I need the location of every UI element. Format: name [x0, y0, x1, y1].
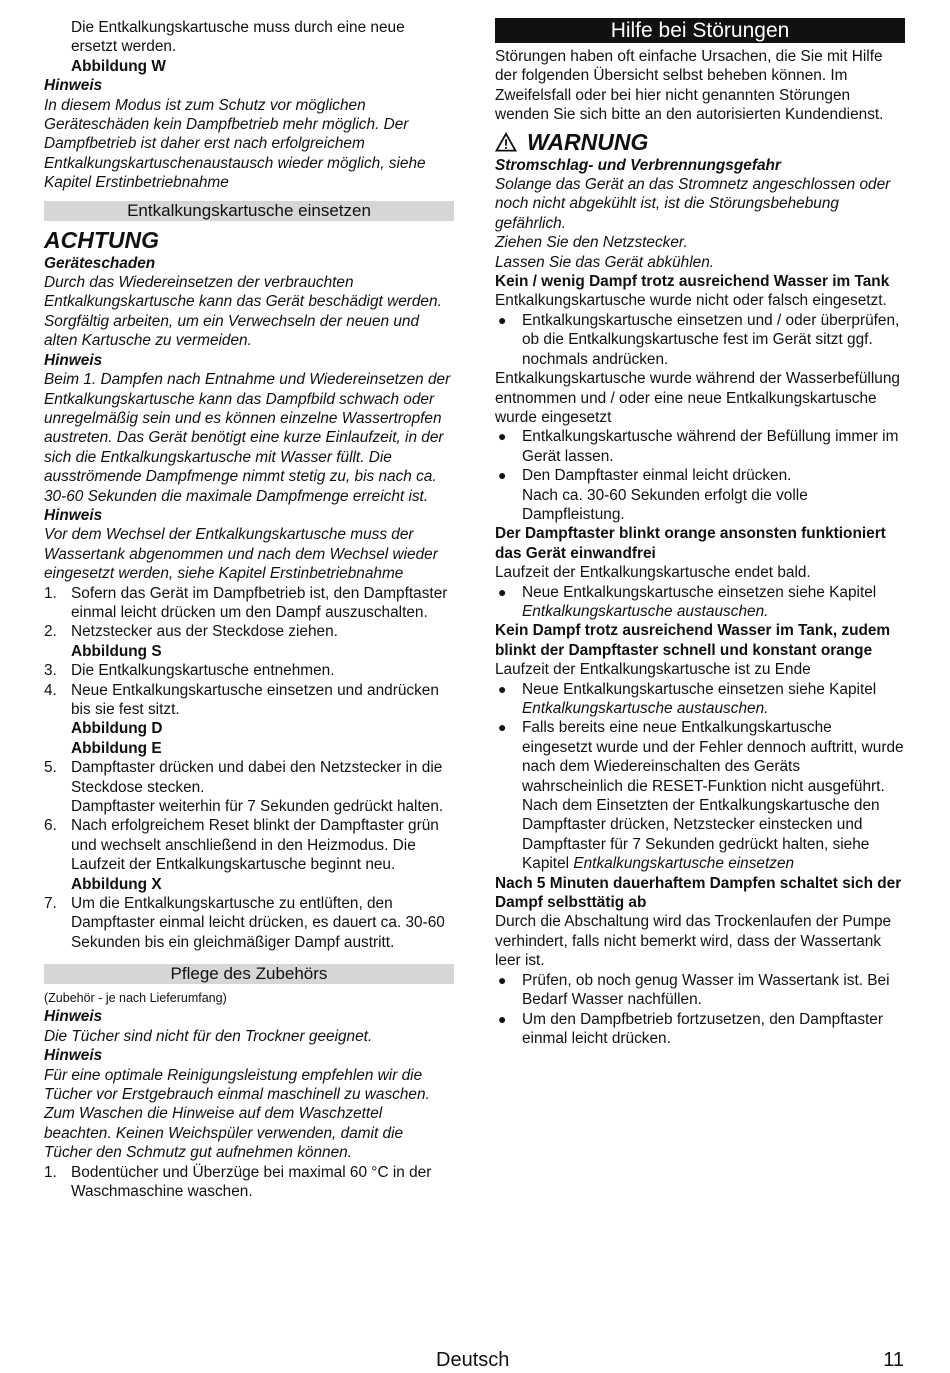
step-list: [44, 584, 454, 953]
figure-ref: Abbildung D: [71, 720, 163, 738]
step-item: 3. Die Entkalkungskartusche entnehmen.: [44, 662, 335, 680]
warning-triangle-icon: [495, 132, 517, 152]
figure-ref-w: Abbildung W: [71, 57, 166, 75]
warning-heading: [495, 129, 905, 156]
problem-cause: Entkalkungskartusche wurde während der Wasserbefüllung entnommen und / oder eine neue Entkalkungskartusche wurde eingesetzt: [495, 370, 900, 426]
remedy-list: [495, 680, 905, 874]
warning-label: WARNUNG: [527, 128, 649, 155]
left-column: [44, 18, 454, 1201]
step-item: 1. Bodentücher und Überzüge bei maximal 60 °C in der Waschmaschine waschen.: [44, 1163, 432, 1200]
figure-ref: Abbildung E: [71, 739, 162, 757]
step-item: 2. Netzstecker aus der Steckdose ziehen. Abbildung S: [44, 622, 454, 661]
caution-text: Durch das Wiedereinsetzen der verbrauchten Entkalkungskartusche kann das Gerät beschädigt werden. Sorgfältig arbeiten, um ein Verwechseln der neuen und alten Kartusche zu vermeiden.: [44, 274, 442, 350]
section-title-accessory-care: Pflege des Zubehörs: [44, 964, 454, 984]
remedy-list: [495, 583, 905, 622]
intro-line: Die Entkalkungskartusche muss durch eine neue ersetzt werden.: [71, 19, 405, 56]
list-item: ● Neue Entkalkungskartusche einsetzen siehe Kapitel Entkalkungskartusche austauschen.: [495, 583, 905, 622]
remedy-list: [495, 427, 905, 524]
list-item: ● Falls bereits eine neue Entkalkungskartusche eingesetzt wurde und der Fehler dennoch auftritt, wurde nach dem Wiedereinschalten des Geräts wahrscheinlich die RESET-Funktion nicht ausgeführt. Nach dem Einsetzten der Entkalkungskartusche den Dampftaster drücken, Netzstecker einstecken und Dampftaster für 7 Sekunden gedrückt halten, siehe Kapitel Entkalkungskartusche einsetzen: [495, 718, 905, 873]
problem-heading: Nach 5 Minuten dauerhaftem Dampfen schaltet sich der Dampf selbsttätig ab: [495, 874, 902, 912]
note-heading: Hinweis: [44, 506, 103, 524]
step-item: 5. Dampftaster drücken und dabei den Netzstecker in die Steckdose stecken. Dampftaster weiterhin für 7 Sekunden gedrückt halten.: [44, 759, 444, 816]
problem-heading: Der Dampftaster blinkt orange ansonsten funktioniert das Gerät einwandfrei: [495, 525, 886, 562]
remedy-list: [495, 971, 905, 1049]
caution-heading: ACHTUNG: [44, 226, 159, 253]
warning-subheading: Stromschlag- und Verbrennungsgefahr: [495, 156, 781, 174]
list-item: ● Prüfen, ob noch genug Wasser im Wassertank ist. Bei Bedarf Wasser nachfüllen.: [495, 971, 905, 1010]
remedy-list: [495, 311, 905, 369]
step-item: 7. Um die Entkalkungskartusche zu entlüften, den Dampftaster einmal leicht drücken, es dauert ca. 30-60 Sekunden bis ein gleichmäßiger Dampf austritt.: [44, 895, 445, 951]
problem-cause: Durch die Abschaltung wird das Trockenlaufen der Pumpe verhindert, falls nicht bemerkt wird, dass der Wassertank leer ist.: [495, 913, 892, 970]
step-item: 4. Neue Entkalkungskartusche einsetzen und andrücken bis sie fest sitzt. Abbildung D Abbildung E: [44, 681, 454, 759]
care-step-list: [44, 1163, 454, 1202]
warning-line: Lassen Sie das Gerät abkühlen.: [495, 253, 715, 271]
footer-language: Deutsch: [436, 1349, 510, 1371]
note-text: Für eine optimale Reinigungsleistung empfehlen wir die Tücher vor Erstgebrauch einmal maschinell zu waschen.: [44, 1066, 430, 1103]
right-column: [495, 18, 905, 1048]
list-item: ● Entkalkungskartusche während der Befüllung immer im Gerät lassen.: [495, 427, 905, 466]
step-item: 6. Nach erfolgreichem Reset blinkt der Dampftaster grün und wechselt anschließend in den Heizmodus. Die Laufzeit der Entkalkungskartusche beginnt neu. Abbildung X: [44, 816, 454, 894]
problem-heading: Kein Dampf trotz ausreichend Wasser im Tank, zudem blinkt der Dampftaster schnell und konstant orange: [495, 622, 891, 659]
page-number: 11: [883, 1349, 904, 1371]
section-title-insert-cartridge: Entkalkungskartusche einsetzen: [44, 201, 454, 221]
note-text: Vor dem Wechsel der Entkalkungskartusche muss der Wassertank abgenommen und nach dem Wechsel wieder eingesetzt werden, siehe Kapitel Erstinbetriebnahme: [44, 526, 438, 583]
list-item: ● Um den Dampfbetrieb fortzusetzen, den Dampftaster einmal leicht drücken.: [495, 1010, 905, 1049]
problem-cause: Laufzeit der Entkalkungskartusche endet bald.: [495, 564, 811, 582]
list-item: ● Neue Entkalkungskartusche einsetzen siehe Kapitel Entkalkungskartusche austauschen.: [495, 680, 905, 719]
caution-subheading: Geräteschaden: [44, 254, 156, 272]
problem-heading: Kein / wenig Dampf trotz ausreichend Wasser im Tank: [495, 273, 890, 291]
step-item: 1. Sofern das Gerät im Dampfbetrieb ist, den Dampftaster einmal leicht drücken um den Dampf auszuschalten.: [44, 584, 448, 621]
section-title-troubleshooting: Hilfe bei Störungen: [495, 18, 905, 43]
note-heading: Hinweis: [44, 1047, 103, 1065]
note-heading: Hinweis: [44, 1008, 103, 1026]
warning-text: Solange das Gerät an das Stromnetz angeschlossen oder noch nicht abgekühlt ist, ist die Störungsbehebung gefährlich.: [495, 176, 891, 232]
problem-cause: Entkalkungskartusche wurde nicht oder falsch eingesetzt.: [495, 292, 887, 310]
note-text: Zum Waschen die Hinweise auf dem Waschzettel beachten. Keinen Weichspüler verwenden, damit die Tücher den Schmutz gut aufnehmen können.: [44, 1105, 404, 1162]
figure-ref: Abbildung S: [71, 642, 162, 660]
note-heading: Hinweis: [44, 351, 103, 369]
note-text: In diesem Modus ist zum Schutz vor möglichen Geräteschäden kein Dampfbetrieb mehr möglich. Der Dampfbetrieb ist daher erst nach erfolgreichem Entkalkungskartuschenaustausch wieder möglich, siehe Kapitel Erstinbetriebnahme: [44, 96, 426, 192]
section-subtitle: (Zubehör - je nach Lieferumfang): [44, 991, 227, 1006]
intro-text: Störungen haben oft einfache Ursachen, die Sie mit Hilfe der folgenden Übersicht selbst beheben können. Im Zweifelsfall oder bei hier nicht genannten Störungen wenden Sie sich bitte an den autorisierten Kundendienst.: [495, 48, 884, 124]
note-text: Beim 1. Dampfen nach Entnahme und Wiedereinsetzen der Entkalkungskartusche kann das Dampfbild schwach oder unregelmäßig sein und es können einzelne Wassertropfen austreten. Das Gerät benötigt eine kurze Einlaufzeit, in der sich die Entkalkungskartusche mit Wasser füllt. Die ausströmende Dampfmenge nimmt stetig zu, bis nach ca. 30-60 Sekunden die maximale Dampfmenge erreicht ist.: [44, 371, 451, 505]
list-item: ● Entkalkungskartusche einsetzen und / oder überprüfen, ob die Entkalkungskartusche fest im Gerät sitzt ggf. nochmals andrücken.: [495, 311, 905, 369]
note-text: Die Tücher sind nicht für den Trockner geeignet.: [44, 1027, 373, 1045]
figure-ref: Abbildung X: [71, 875, 162, 893]
problem-cause: Laufzeit der Entkalkungskartusche ist zu Ende: [495, 661, 811, 679]
list-item: ● Den Dampftaster einmal leicht drücken. Nach ca. 30-60 Sekunden erfolgt die volle Dampfleistung.: [495, 466, 905, 524]
note-heading: Hinweis: [44, 77, 103, 95]
warning-line: Ziehen Sie den Netzstecker.: [495, 234, 688, 252]
